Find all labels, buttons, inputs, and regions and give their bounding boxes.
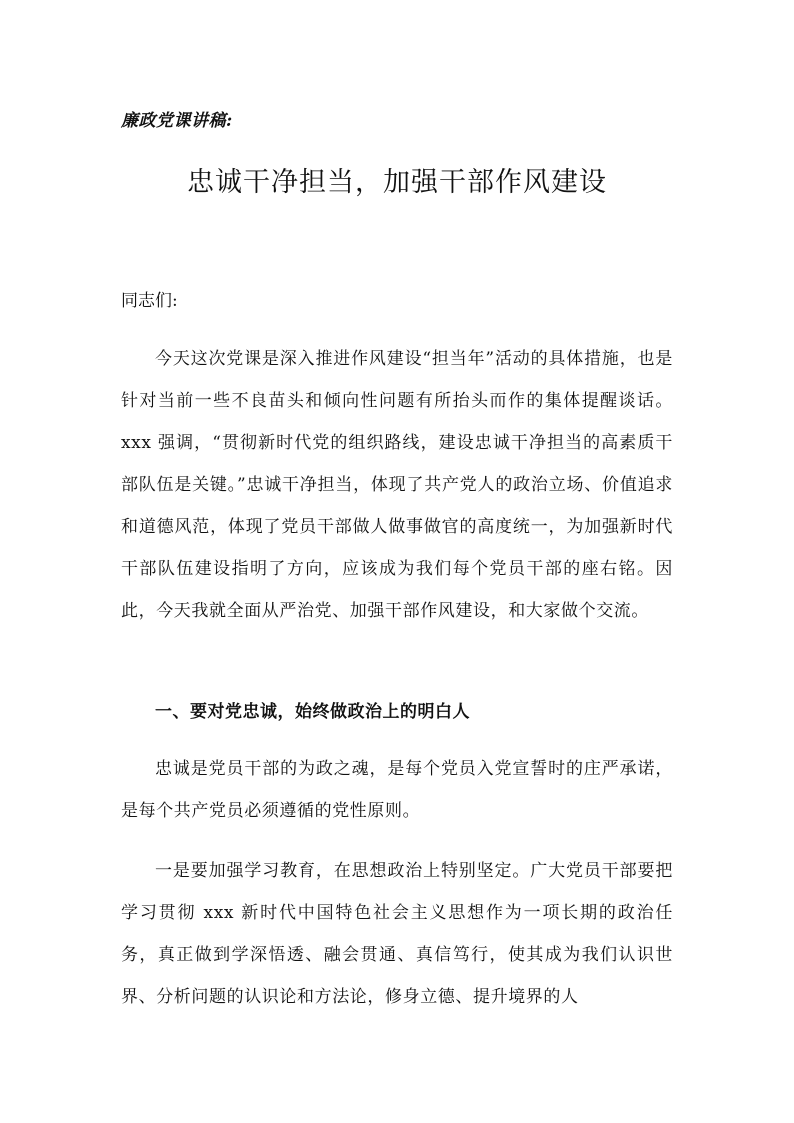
salutation: 同志们: xyxy=(121,291,178,311)
body-paragraph: 忠诚是党员干部的为政之魂，是每个党员入党宣誓时的庄严承诺，是每个共产党员必须遵循的党性原则。 xyxy=(121,759,673,821)
document-label: 廉政党课讲稿: xyxy=(121,111,233,131)
document-title: 忠诚干净担当，加强干部作风建设 xyxy=(187,167,607,198)
body-paragraph: 今天这次党课是深入推进作风建设“担当年”活动的具体措施，也是针对当前一些不良苗头和倾向性问题有所抬头而作的集体提醒谈话。xxx 强调，“贯彻新时代党的组织路线，建设忠诚干净担当的高素质干部队伍是关键。”忠诚干净担当，体现了共产党人的政治立场、价值追求和道德风范，体现了党员干部做人做事做官的高度统一，为加强新时代干部队伍建设指明了方向，应该成为我们每个党员干部的座右铭。因此，今天我就全面从严治党、加强干部作风建设，和大家做个交流。 xyxy=(121,349,673,621)
section-heading: 一、要对党忠诚，始终做政治上的明白人 xyxy=(155,702,470,722)
body-paragraph: 一是要加强学习教育，在思想政治上特别坚定。广大党员干部要把学习贯彻 xxx 新时代中国特色社会主义思想作为一项长期的政治任务，真正做到学深悟透、融会贯通、真信笃行，使其成为我们认识世界、分析问题的认识论和方法论，修身立德、提升境界的人 xyxy=(121,861,673,1007)
